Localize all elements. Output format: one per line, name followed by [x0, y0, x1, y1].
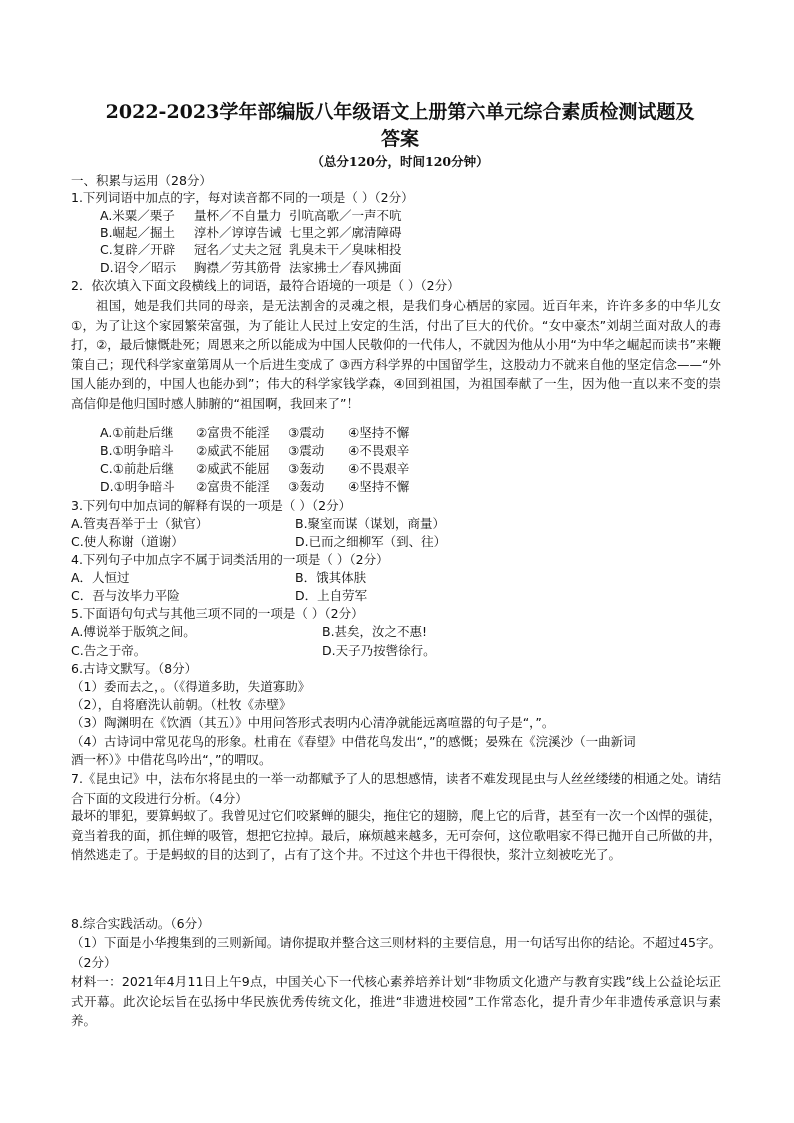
q2-a-1: A.①前赴后继 [100, 425, 174, 440]
section-heading: 一、积累与运用（28分） [71, 173, 212, 188]
q2-b-1: B.①明争暗斗 [100, 443, 174, 458]
q1-c-2: 冠名／丈夫之冠 [194, 242, 282, 257]
q2-d-1: D.①明争暗斗 [100, 479, 175, 494]
q4-option-d: D．上自劳军 [295, 588, 368, 603]
q5-option-d: D.天子乃按辔徐行。 [322, 643, 436, 658]
q1-b-1: B.崛起／掘土 [100, 225, 176, 240]
q6-item-1: （1）委而去之，。（《得道多助，失道寡助》 [71, 679, 311, 694]
q1-a-3: 引吭高歌／一声不吭 [289, 208, 402, 223]
q1-d-3: 法家拂士／春风拂面 [289, 260, 402, 275]
q7-passage: 最坏的罪犯，要算蚂蚁了。我曾见过它们咬紧蝉的腿尖，拖住它的翅膀，爬上它的后背，甚至有一次一个凶悍的强徒，竟当着我的面，抓住蝉的吸管，想把它拉掉。最后，麻烦越来越多，无可奈何，这位歌唱家不得已抛开自己所做的井，悄然逃走了。于是蚂蚁的目的达到了，占有了这个井。不过这个井也干得很快，浆汁立刻被吃光了。 [71, 808, 722, 862]
q2-b-3: ③震动 [288, 443, 325, 458]
q1-a-1: A.米粟／栗子 [100, 208, 175, 223]
title-line-2: 答案 [380, 128, 419, 150]
q2-c-4: ④不畏艰辛 [348, 461, 410, 476]
q1-d-2: 胸襟／劳其筋骨 [194, 260, 282, 275]
q1-c-3: 乳臭未干／臭味相投 [289, 242, 402, 257]
q3-option-d: D.已而之细柳军（到、往） [295, 534, 447, 549]
q2-a-2: ②富贵不能淫 [196, 425, 270, 440]
q6-item-4: （4）古诗词中常见花鸟的形象。杜甫在《春望》中借花鸟发出“，”的感慨；晏殊在《浣溪沙（一曲新词 [71, 734, 636, 749]
q8-stem: 8.综合实践活动。（6分） [71, 916, 210, 931]
q5-option-c: C.告之于帝。 [71, 643, 147, 658]
q2-b-2: ②威武不能屈 [196, 443, 270, 458]
q6-item-3: （3）陶渊明在《饮酒（其五）》中用问答形式表明内心清净就能远离喧嚣的句子是“，”。 [71, 715, 555, 730]
q1-option-a [100, 207, 402, 224]
q5-stem: 5.下面语句句式与其他三项不同的一项是（ ）（2分） [71, 606, 364, 621]
q1-a-2: 量杯／不自量力 [194, 208, 282, 223]
q1-option-b [100, 224, 402, 241]
q2-d-4: ④坚持不懈 [348, 479, 410, 494]
q1-c-1: C.复辟／开辟 [100, 242, 176, 257]
q6-item-2: （2），自将磨洗认前朝。（杜牧《赤壁》 [71, 697, 292, 712]
q4-option-c: C．吾与汝毕力平险 [71, 588, 180, 603]
q3-option-b: B.聚室而谋（谋划，商量） [295, 516, 446, 531]
q2-option-d [100, 478, 409, 495]
q2-passage: 祖国，她是我们共同的母亲，是无法割舍的灵魂之根，是我们身心栖居的家园。近百年来，许许多多的中华儿女 ①，为了让这个家园繁荣富强，为了能让人民过上安定的生活，付出了巨大的代价。“女中豪杰”刘胡兰面对敌人的毒打，②，最后慷慨赴死；周恩来之所以能成为中国人民敬仰的一代伟人，不就因为他从小用“为中华之崛起而读书”来鞭策自己；现代科学家童第周从一个后进生变成了 ③西方科学界的中国留学生，这股动力不就来自他的坚定信念——“外国人能办到的，中国人也能办到”；伟大的科学家钱学森，④回到祖国，为祖国奉献了一生，因为他一直以来不变的崇高信仰是他归国时感人肺腑的“祖国啊，我回来了”！ [71, 298, 721, 411]
subtitle: （总分120分，时间120分钟） [311, 154, 489, 169]
q4-stem: 4.下列句子中加点字不属于词类活用的一项是（ ）（2分） [71, 552, 389, 567]
q1-b-2: 淳朴／谆谆告诫 [194, 225, 282, 240]
q2-d-3: ③轰动 [288, 479, 325, 494]
q4-option-a: A．人恒过 [71, 570, 130, 585]
q2-option-c [100, 460, 409, 477]
q2-c-2: ②威武不能屈 [196, 461, 270, 476]
q8-sub1: （1）下面是小华搜集到的三则新闻。请你提取并整合这三则材料的主要信息，用一句话写出你的结论。不超过45字。（2分） [71, 935, 721, 970]
q3-option-a: A.管夷吾举于士（狱官） [71, 516, 209, 531]
q3-option-c: C.使人称谢（道谢） [71, 534, 184, 549]
q1-option-d [100, 259, 402, 276]
q2-b-4: ④不畏艰辛 [348, 443, 410, 458]
q1-d-1: D.诏令／昭示 [100, 260, 177, 275]
q2-c-3: ③轰动 [288, 461, 325, 476]
q5-option-b: B.甚矣，汝之不惠! [322, 624, 428, 639]
q5-option-a: A.傅说举于版筑之间。 [71, 624, 196, 639]
q2-c-1: C.①前赴后继 [100, 461, 174, 476]
q3-stem: 3.下列句中加点词的解释有误的一项是（ ）（2分） [71, 498, 352, 513]
q2-option-b [100, 442, 409, 459]
q6-stem: 6.古诗文默写。（8分） [71, 661, 198, 676]
q6-item-4-cont: 酒一杯）》中借花鸟吟出“，”的喟叹。 [71, 752, 272, 767]
q2-d-2: ②富贵不能淫 [196, 479, 270, 494]
q2-a-4: ④坚持不懈 [348, 425, 410, 440]
q1-option-c [100, 241, 402, 258]
q4-option-b: B．饿其体肤 [295, 570, 367, 585]
q1-stem: 1.下列词语中加点的字，每对读音都不同的一项是（ ）（2分） [71, 190, 414, 205]
q2-stem: 2．依次填入下面文段横线上的词语，最符合语境的一项是（ ）（2分） [71, 278, 460, 293]
title-line-1: 2022-2023学年部编版八年级语文上册第六单元综合素质检测试题及 [105, 101, 695, 123]
q8-material1: 材料一：2021年4月11日上午9点，中国关心下一代核心素养培养计划“非物质文化遗产与教育实践”线上公益论坛正式开幕。此次论坛旨在弘扬中华民族优秀传统文化，推进“非遗进校园”工作常态化，提升青少年非遗传承意识与素养。 [71, 974, 721, 1028]
q1-b-3: 七里之郭／廓清障碍 [289, 225, 402, 240]
q2-option-a [100, 424, 409, 441]
q7-stem: 7.《昆虫记》中，法布尔将昆虫的一举一动都赋予了人的思想感情，读者不难发现昆虫与人丝丝缕缕的相通之处。请结合下面的文段进行分析。（4分） [71, 771, 721, 806]
q2-a-3: ③震动 [288, 425, 325, 440]
